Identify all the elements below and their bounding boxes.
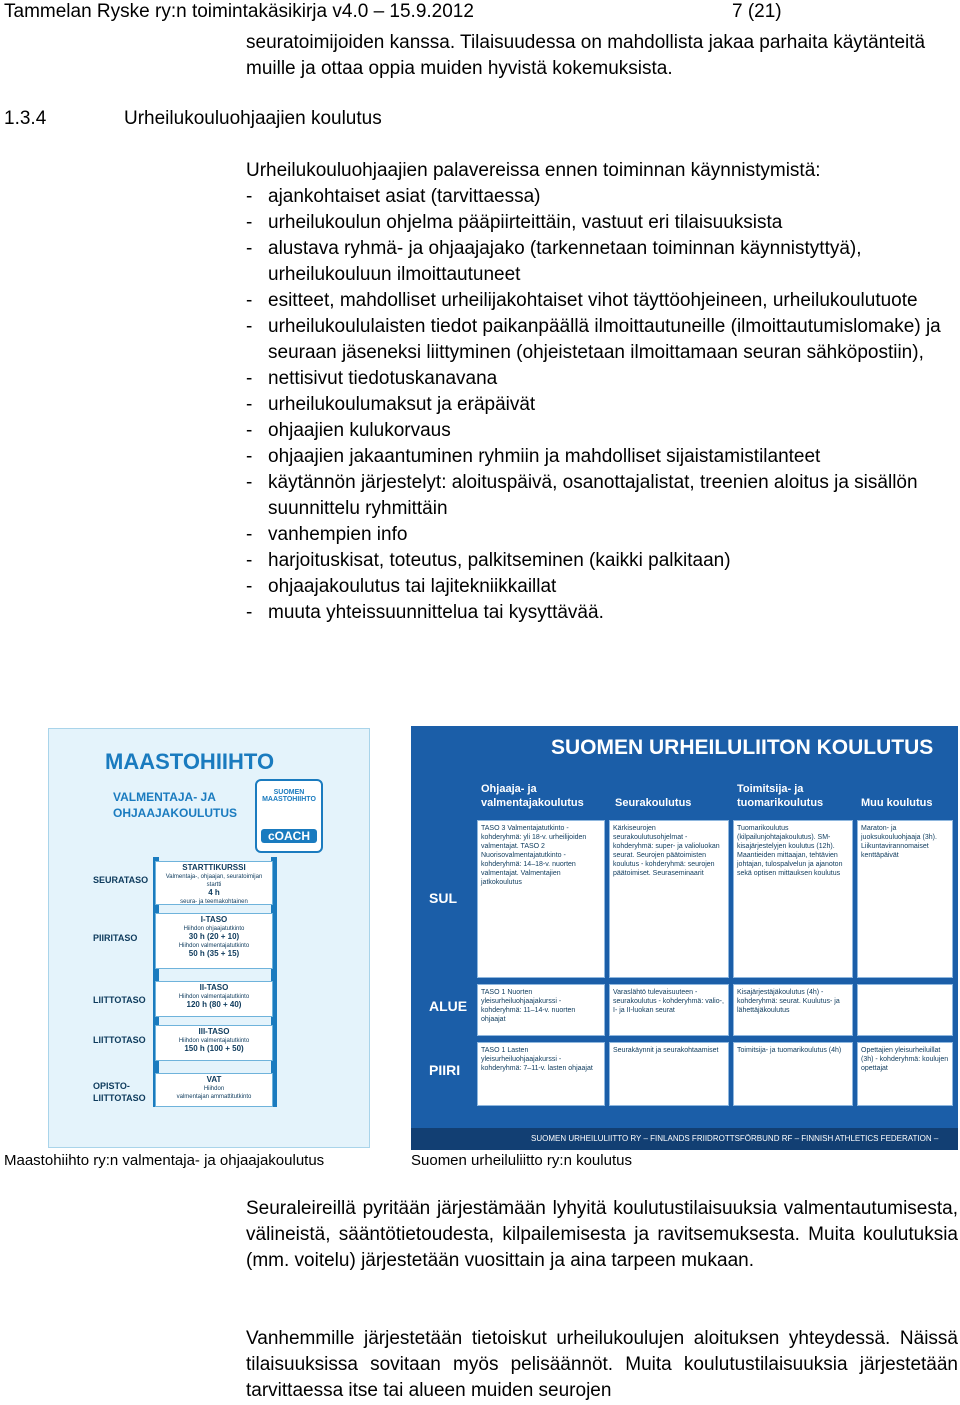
- grid-cell: Opettajien yleisurheiluillat (3h) - kohderyhmä: koulujen opettajat: [857, 1042, 953, 1106]
- poster-title: SUOMEN URHEILULIITON KOULUTUS: [551, 736, 934, 759]
- list-item: - ohjaajakoulutus tai lajitekniikkaillat: [246, 576, 557, 597]
- level-label: PIIRITASO: [93, 933, 138, 943]
- list-item: - ohjaajien jakaantuminen ryhmiin ja mahdolliset sijaistamistilanteet: [246, 446, 821, 467]
- list-item: - vanhempien info: [246, 524, 408, 545]
- grid-cell: Tuomarikoulutus (kilpailunjohtajakoulutus). SM-kisajärjestelyjen koulutus (12h). Maantieiden mittaajan, tehtävien johtajan, tulospalvelun ja ajanoton sekä optisen mittauksen koulutus: [733, 820, 853, 978]
- coach-logo-icon: SUOMEN MAASTOHIIHTO cOACH: [255, 779, 323, 853]
- poster-subtitle: VALMENTAJA- JA OHJAAJAKOULUTUS: [113, 790, 238, 820]
- level-label: LIITTOTASO: [93, 1093, 146, 1103]
- list-item: - urheilukoulun ohjelma pääpiirteittäin, vastuut eri tilaisuuksista: [246, 212, 783, 233]
- grid-cell: TASO 3 Valmentajatutkinto - kohderyhmä: yli 18-v. urheilijoiden valmentajat. TASO 2 Nuorisovalmentajatutkinto - kohderyhmä: 14–18-v. nuorten valmentajat. Valmentajien jatkokoulutus: [477, 820, 605, 978]
- column-header: Toimitsija- ja tuomarikoulutus: [737, 783, 824, 809]
- level-label: OPISTO-: [93, 1081, 130, 1091]
- section-number: 1.3.4: [4, 108, 47, 129]
- column-header: Muu koulutus: [861, 797, 933, 809]
- poster-footer: SUOMEN URHEILULIITTO RY – FINLANDS FRIIDROTTSFÖRBUND RF – FINNISH ATHLETICS FEDERATION –: [411, 1128, 958, 1150]
- ski-coaching-poster: [48, 728, 370, 1148]
- list-item: - ohjaajien kulukorvaus: [246, 420, 451, 441]
- list-item: - urheilukoulumaksut ja eräpäivät: [246, 394, 536, 415]
- page-number: 7 (21): [732, 1, 782, 22]
- page-header: [4, 0, 782, 24]
- list-item: - harjoituskisat, toteutus, palkitseminen (kaikki palkitaan): [246, 550, 731, 571]
- poster-title: MAASTOHIIHTO: [105, 749, 275, 774]
- list-item: - muuta yhteissuunnittelua tai kysyttävää.: [246, 602, 604, 623]
- section-heading: [4, 106, 382, 132]
- intro-paragraph: seuratoimijoiden kanssa. Tilaisuudessa on mahdollista jakaa parhaita käytänteitä muille ja ottaa oppia muiden hyvistä kokemuksista.: [246, 32, 926, 79]
- course-box: I-TASO Hiihdon ohjaajatutkinto 30 h (20 + 10) Hiihdon valmentajatutkinto 50 h (35 + 15): [155, 913, 273, 969]
- grid-cell: Maraton- ja juoksukouluohjaaja (3h). Liikuntavirannomaiset kenttäpäivät: [857, 820, 953, 978]
- level-label: LIITTOTASO: [93, 1035, 146, 1045]
- grid-cell: Varaslähtö tulevaisuuteen -seurakoulutus - kohderyhmä: valio-, I- ja II-luokan seurat: [609, 984, 729, 1036]
- grid-cell: TASO 1 Nuorten yleisurheiluohjaajakurssi - kohderyhmä: 11–14-v. nuorten ohjaajat: [477, 984, 605, 1036]
- row-label: ALUE: [429, 998, 468, 1014]
- level-label: SEURATASO: [93, 875, 149, 885]
- grid-cell: TASO 1 Lasten yleisurheiluohjaajakurssi - kohderyhmä: 7–11-v. lasten ohjaajat: [477, 1042, 605, 1106]
- section-title: Urheilukouluohjaajien koulutus: [124, 108, 382, 129]
- column-header: Ohjaaja- ja valmentajakoulutus: [481, 783, 584, 809]
- lead-paragraph: Urheilukouluohjaajien palavereissa ennen toiminnan käynnistymistä:: [246, 160, 821, 181]
- list-item: - alustava ryhmä- ja ohjaajajako (tarkennetaan toiminnan käynnistyttyä), urheilukouluun ilmoittautuneet: [246, 238, 862, 285]
- course-box: II-TASO Hiihdon valmentajatutkinto 120 h (80 + 40): [155, 981, 273, 1017]
- image-caption-right: Suomen urheiluliitto ry:n koulutus: [411, 1152, 632, 1169]
- agenda-list: [246, 184, 958, 626]
- grid-cell: [857, 984, 953, 1036]
- grid-cell: Kisajärjestäjäkoulutus (4h) - kohderyhmä: seurat. Kuulutus- ja lähettäjäkoulutus: [733, 984, 853, 1036]
- list-item: - urheilukoululaisten tiedot paikanpäällä ilmoittautuneille (ilmoittautumislomake) ja seuraan jäseneksi liittyminen (ohjeistetaan ilmoittamaan seuran sähköpostiin),: [246, 316, 941, 363]
- list-item: - ajankohtaiset asiat (tarvittaessa): [246, 186, 541, 207]
- course-box: VAT Hiihdon valmentajan ammattitutkinto: [155, 1073, 273, 1107]
- image-caption-left: Maastohiihto ry:n valmentaja- ja ohjaajakoulutus: [4, 1152, 325, 1169]
- grid-cell: Kärkiseurojen seurakoulutusohjelmat - kohderyhmä: super- ja valioluokan seurat. Seurojen päätoimisten koulutus - kohderyhmä: seurojen päätoimiset. Seuraseminaarit: [609, 820, 729, 978]
- level-label: LIITTOTASO: [93, 995, 146, 1005]
- list-item: - esitteet, mahdolliset urheilijakohtaiset vihot täyttöohjeineen, urheilukoulutuote: [246, 290, 918, 311]
- course-box: STARTTIKURSSI Valmentaja-, ohjaajan, seuratoimijan startti 4 h seura- ja teemakohtainen: [155, 861, 273, 905]
- row-label: SUL: [429, 890, 457, 906]
- paragraph-parents-info: Vanhemmille järjestetään tietoiskut urheilukoulujen aloituksen yhteydessä. Näissä tilaisuuksissa sovitaan myös pelisäännöt. Muita koulutustilaisuuksia järjestetään tarvittaessa itse tai alueen muiden seurojen: [246, 1328, 958, 1401]
- column-header: Seurakoulutus: [615, 797, 692, 809]
- row-label: PIIRI: [429, 1062, 461, 1078]
- grid-cell: Toimitsija- ja tuomarikoulutus (4h): [733, 1042, 853, 1106]
- course-box: III-TASO Hiihdon valmentajatutkinto 150 h (100 + 50): [155, 1025, 273, 1061]
- sul-training-poster: [411, 726, 958, 1150]
- document-title: Tammelan Ryske ry:n toimintakäsikirja v4.0 – 15.9.2012: [4, 1, 474, 22]
- list-item: - nettisivut tiedotuskanavana: [246, 368, 498, 389]
- list-item: - käytännön järjestelyt: aloituspäivä, osanottajalistat, treenien aloitus ja sisällön suunnittelu ryhmittäin: [246, 472, 918, 519]
- paragraph-training-camps: Seuraleireillä pyritään järjestämään lyhyitä koulutustilaisuuksia valmentautumisesta, välineistä, sääntötietoudesta, kilpailemisesta ja ravitsemuksesta. Muita koulutuksia (mm. voitelu) järjestetään vuosittain ja aina tarpeen mukaan.: [246, 1198, 958, 1271]
- grid-cell: Seurakäynnit ja seurakohtaamiset: [609, 1042, 729, 1106]
